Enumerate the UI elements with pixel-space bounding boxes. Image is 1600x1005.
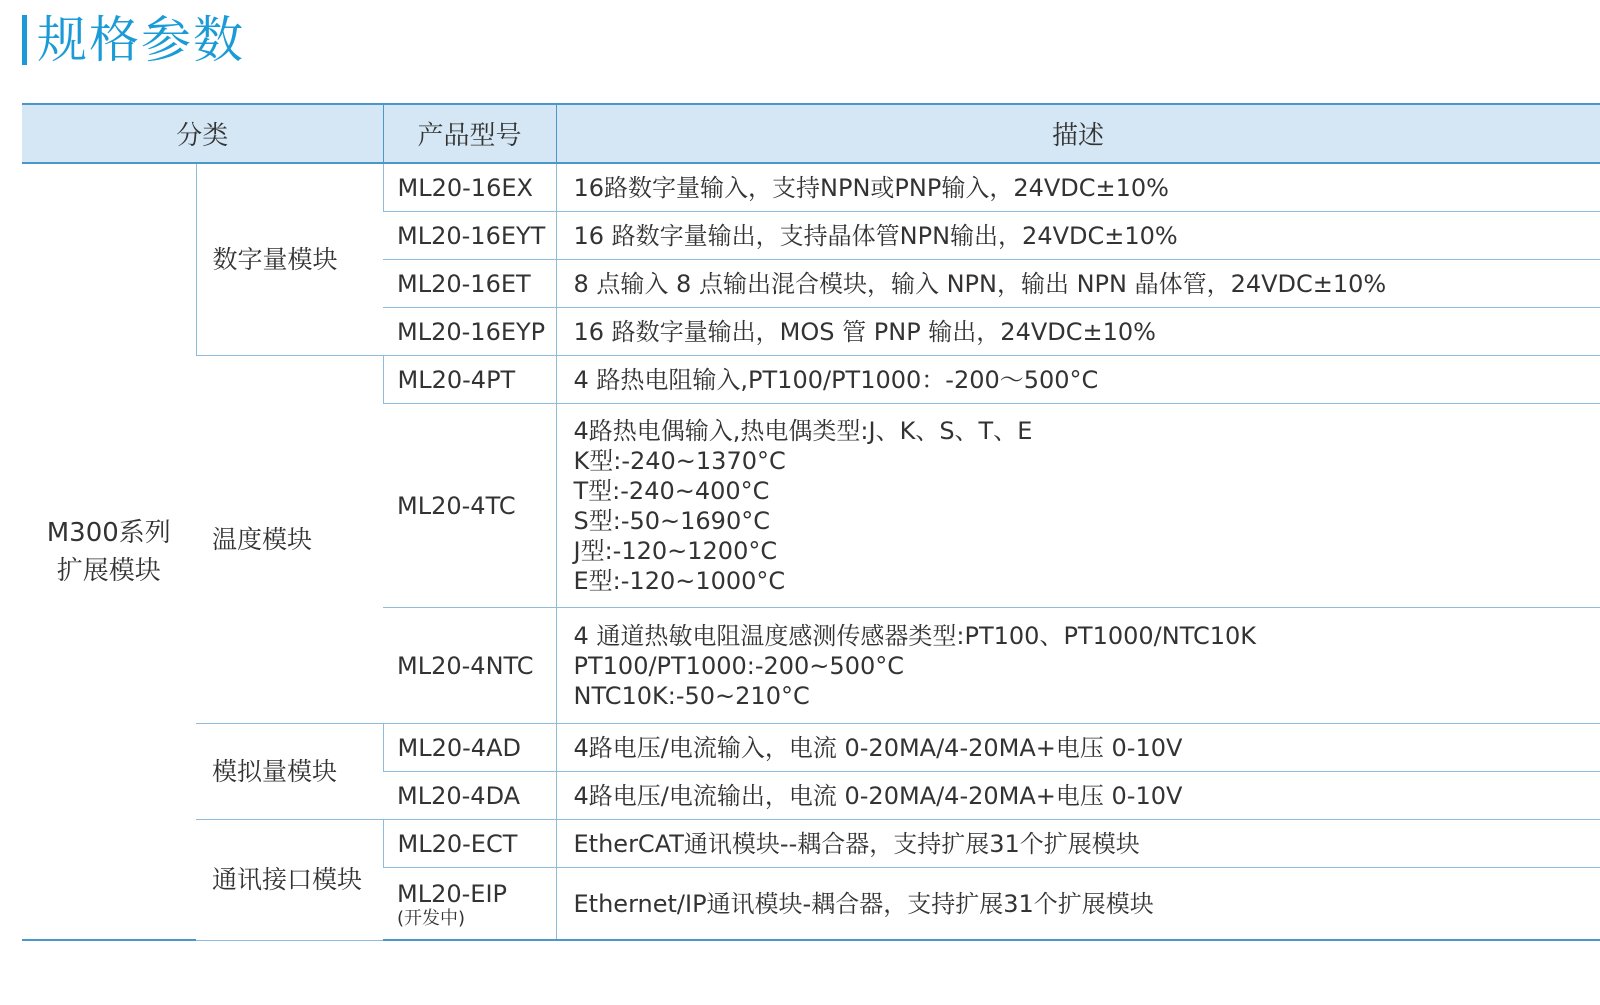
category-temperature: 温度模块 xyxy=(196,356,383,724)
model-cell: ML20-4DA xyxy=(383,772,556,820)
description-line: 4 路热电阻输入,PT100/PT1000：-200～500°C xyxy=(573,365,1099,394)
description-line: E型:-120~1000°C xyxy=(573,566,786,595)
description-line: 16 路数字量输出，MOS 管 PNP 输出，24VDC±10% xyxy=(573,317,1156,346)
description-line: 4 通道热敏电阻温度感测传感器类型:PT100、PT1000/NTC10K xyxy=(573,621,1256,650)
table-row xyxy=(22,356,1600,404)
description-line: 4路电压/电流输出，电流 0-20MA/4-20MA+电压 0-10V xyxy=(573,781,1183,810)
header-model: 产品型号 xyxy=(383,104,556,163)
description-cell xyxy=(556,308,1600,356)
model-cell: ML20-16EYT xyxy=(383,212,556,260)
description-line: K型:-240~1370°C xyxy=(573,446,786,475)
model-status-note: (开发中) xyxy=(397,907,466,929)
model-cell: ML20-4NTC xyxy=(383,608,556,724)
spec-table xyxy=(22,103,1600,941)
description-line: S型:-50~1690°C xyxy=(573,506,770,535)
table-row xyxy=(22,163,1600,212)
description-line: 16路数字量输入，支持NPN或PNP输入，24VDC±10% xyxy=(573,173,1169,202)
series-cell xyxy=(22,163,196,940)
series-line-1: M300系列 xyxy=(46,517,171,548)
model-cell: ML20-16ET xyxy=(383,260,556,308)
description-line: EtherCAT通讯模块--耦合器，支持扩展31个扩展模块 xyxy=(573,829,1140,858)
description-cell xyxy=(556,608,1600,724)
table-row xyxy=(22,724,1600,772)
description-line: 16 路数字量输出，支持晶体管NPN输出，24VDC±10% xyxy=(573,221,1178,250)
description-line: 8 点输入 8 点输出混合模块，输入 NPN，输出 NPN 晶体管，24VDC±10% xyxy=(573,269,1387,298)
model-cell: ML20-4TC xyxy=(383,404,556,608)
model-name: ML20-EIP xyxy=(397,879,508,908)
description-cell xyxy=(556,820,1600,868)
category-analog: 模拟量模块 xyxy=(196,724,383,820)
description-cell xyxy=(556,212,1600,260)
description-cell xyxy=(556,356,1600,404)
description-cell xyxy=(556,163,1600,212)
description-line: NTC10K:-50~210°C xyxy=(573,681,810,710)
title-accent-bar xyxy=(22,15,27,65)
model-cell: ML20-16EYP xyxy=(383,308,556,356)
category-comm: 通讯接口模块 xyxy=(196,820,383,941)
description-cell xyxy=(556,724,1600,772)
model-cell xyxy=(383,868,556,941)
description-cell xyxy=(556,404,1600,608)
model-cell: ML20-4AD xyxy=(383,724,556,772)
header-category: 分类 xyxy=(22,104,383,163)
model-cell: ML20-4PT xyxy=(383,356,556,404)
table-row xyxy=(22,820,1600,868)
description-line: T型:-240~400°C xyxy=(573,476,770,505)
description-line: Ethernet/IP通讯模块-耦合器，支持扩展31个扩展模块 xyxy=(573,889,1154,918)
description-line: 4路电压/电流输入，电流 0-20MA/4-20MA+电压 0-10V xyxy=(573,733,1183,762)
description-line: J型:-120~1200°C xyxy=(573,536,778,565)
table-header-row xyxy=(22,104,1600,163)
header-description: 描述 xyxy=(556,104,1600,163)
category-digital: 数字量模块 xyxy=(196,163,383,356)
model-cell: ML20-16EX xyxy=(383,163,556,212)
description-cell xyxy=(556,868,1600,941)
series-line-2: 扩展模块 xyxy=(56,555,161,586)
page-title-text: 规格参数 xyxy=(37,11,245,69)
page-title xyxy=(22,10,245,70)
description-cell xyxy=(556,260,1600,308)
description-line: 4路热电偶输入,热电偶类型:J、K、S、T、E xyxy=(573,416,1033,445)
model-cell: ML20-ECT xyxy=(383,820,556,868)
description-line: PT100/PT1000:-200~500°C xyxy=(573,651,904,680)
description-cell xyxy=(556,772,1600,820)
